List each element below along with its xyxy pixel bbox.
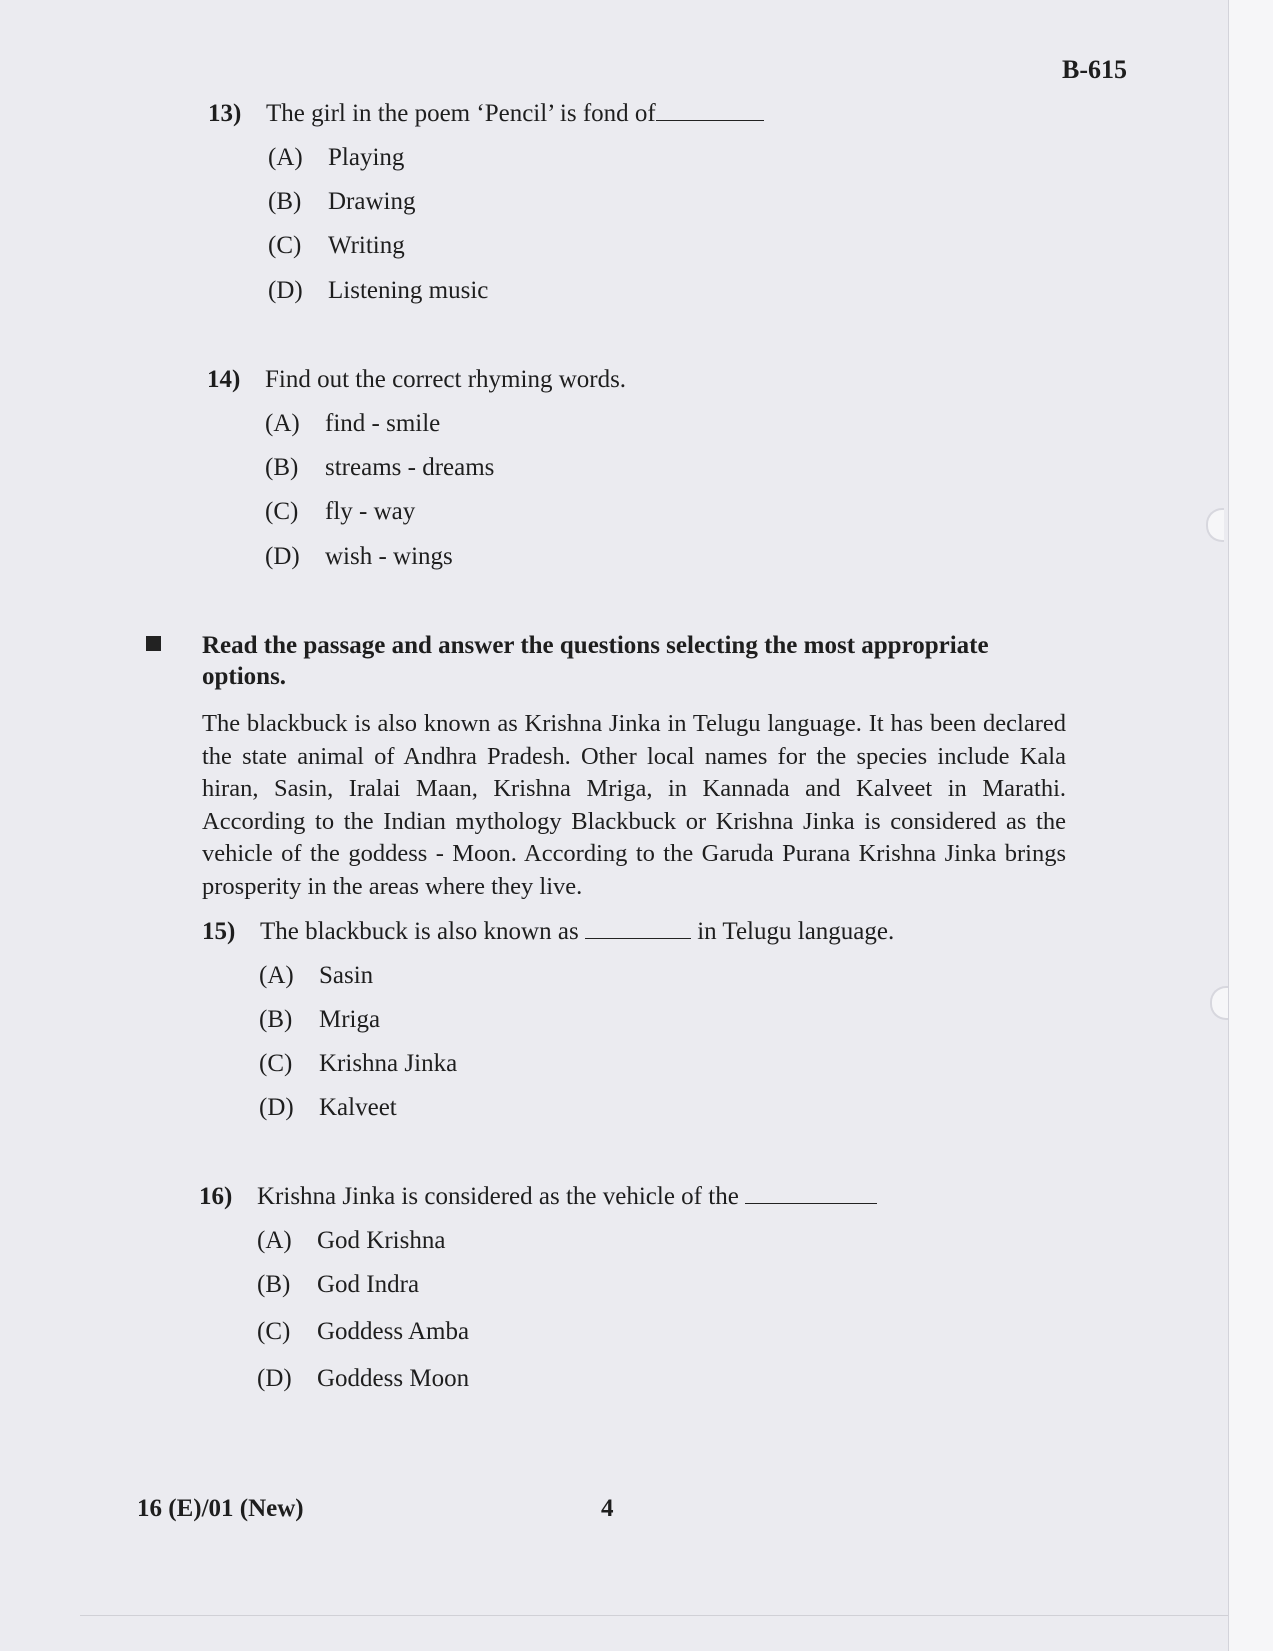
option-16-c[interactable] — [257, 1318, 469, 1346]
option-15-c[interactable] — [259, 1050, 457, 1078]
answer-blank — [585, 920, 691, 939]
question-number: 14) — [207, 366, 241, 393]
option-letter: (A) — [257, 1227, 292, 1254]
option-letter: (D) — [259, 1094, 294, 1121]
option-letter: (C) — [259, 1050, 293, 1077]
option-letter: (D) — [265, 543, 300, 570]
option-letter: (B) — [265, 454, 299, 481]
option-text: fly - way — [325, 498, 416, 525]
option-13-b[interactable] — [268, 188, 415, 216]
option-text: wish - wings — [325, 543, 453, 570]
answer-blank — [656, 102, 764, 121]
question-number: 16) — [199, 1183, 233, 1210]
option-letter: (D) — [257, 1365, 292, 1392]
option-text: Goddess Amba — [317, 1318, 470, 1345]
option-text: Playing — [328, 144, 405, 171]
page-edge-line — [1228, 0, 1229, 1651]
option-text: Krishna Jinka — [319, 1050, 458, 1077]
option-text: find - smile — [325, 410, 441, 437]
option-13-a[interactable] — [268, 144, 404, 172]
option-text: God Krishna — [317, 1227, 446, 1254]
option-16-b[interactable] — [257, 1271, 419, 1299]
question-14 — [207, 366, 626, 394]
reading-passage: The blackbuck is also known as Krishna Jinka in Telugu language. It has been declared the state animal of Andhra Pradesh. Other local names for the species include Kala hiran, Sasin, Iralai Maan, Krishna Mriga, in Kannada and Kalveet in Marathi. According to the Indian mythology Blackbuck or Krishna Jinka is considered as the vehicle of the goddess - Moon. According to the Garuda Purana Krishna Jinka brings prosperity in the areas where they live. — [202, 710, 1066, 900]
question-number: 13) — [208, 100, 242, 127]
option-text: Drawing — [328, 188, 416, 215]
option-13-c[interactable] — [268, 232, 405, 260]
option-letter: (A) — [268, 144, 303, 171]
page-number: 4 — [601, 1495, 614, 1522]
footer-paper-code: 16 (E)/01 (New) — [137, 1495, 304, 1522]
next-page-edge — [1228, 0, 1273, 1651]
option-16-d[interactable] — [257, 1365, 469, 1393]
option-letter: (B) — [259, 1006, 293, 1033]
option-letter: (B) — [268, 188, 302, 215]
question-text-after: in Telugu language. — [697, 918, 895, 945]
answer-blank — [745, 1185, 877, 1204]
question-text: Find out the correct rhyming words. — [265, 366, 627, 393]
option-14-b[interactable] — [265, 454, 494, 482]
question-text: Krishna Jinka is considered as the vehicle of the — [257, 1183, 739, 1210]
question-16 — [199, 1183, 877, 1211]
section-bullet-icon — [146, 636, 161, 651]
option-letter: (C) — [265, 498, 299, 525]
option-14-d[interactable] — [265, 543, 453, 571]
option-text: Writing — [328, 232, 405, 259]
option-15-a[interactable] — [259, 962, 373, 990]
question-text: The girl in the poem ‘Pencil’ is fond of — [266, 100, 656, 127]
question-13 — [208, 100, 764, 128]
option-13-d[interactable] — [268, 277, 488, 305]
option-text: God Indra — [317, 1271, 420, 1298]
option-text: Sasin — [319, 962, 374, 989]
option-14-c[interactable] — [265, 498, 415, 526]
option-16-a[interactable] — [257, 1227, 445, 1255]
option-14-a[interactable] — [265, 410, 440, 438]
option-15-b[interactable] — [259, 1006, 380, 1034]
page-bottom-edge — [80, 1615, 1228, 1616]
option-text: Kalveet — [319, 1094, 397, 1121]
option-text: streams - dreams — [325, 454, 495, 481]
question-text: The blackbuck is also known as — [260, 918, 579, 945]
section-instruction: Read the passage and answer the questions selecting the most appropriate options. — [202, 632, 989, 690]
option-letter: (B) — [257, 1271, 291, 1298]
option-text: Listening music — [328, 277, 489, 304]
option-15-d[interactable] — [259, 1094, 397, 1122]
option-letter: (C) — [268, 232, 302, 259]
option-letter: (D) — [268, 277, 303, 304]
question-number: 15) — [202, 918, 236, 945]
option-text: Goddess Moon — [317, 1365, 470, 1392]
option-letter: (A) — [265, 410, 300, 437]
option-letter: (C) — [257, 1318, 291, 1345]
option-text: Mriga — [319, 1006, 381, 1033]
question-15 — [202, 918, 894, 946]
option-letter: (A) — [259, 962, 294, 989]
paper-code-header: B-615 — [1062, 55, 1127, 84]
